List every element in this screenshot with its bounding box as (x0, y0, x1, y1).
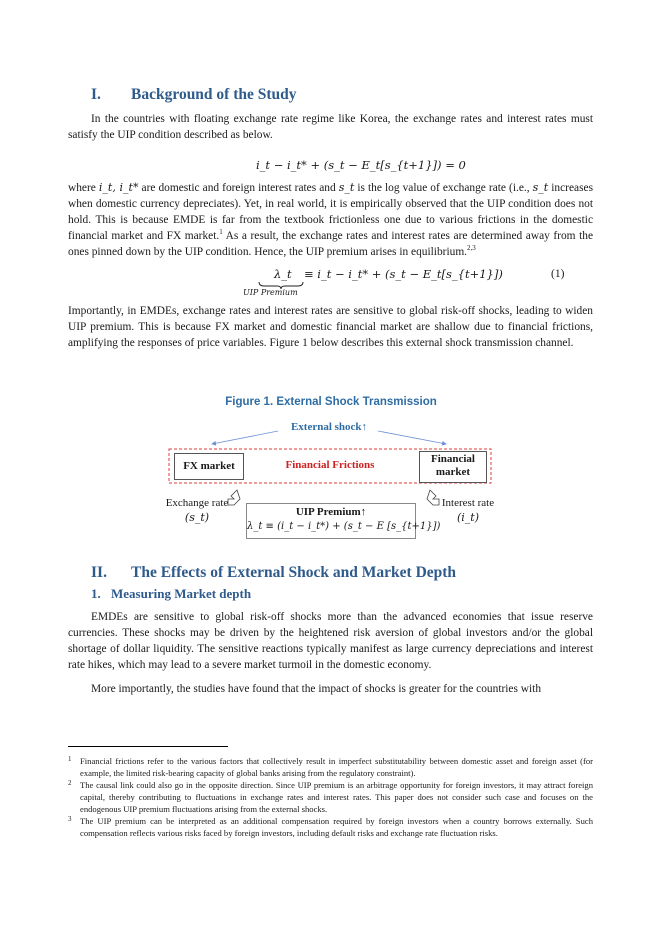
footnote-3 (68, 815, 593, 839)
exchange-rate-label: Exchange rate (165, 497, 229, 509)
footnote-ref-2-3[interactable]: 2,3 (467, 244, 476, 253)
footnote-1-mark: 1 (68, 755, 72, 763)
exchange-rate-var: (s_t) (184, 511, 210, 524)
footnote-2 (68, 779, 593, 815)
footnote-2-text: The causal link could also go in the opposite direction. Since UIP premium is an arbitrage opportunity for foreign investors, it may attract foreign capital, thereby contributing to fluctuations in exchange rates and interest rates. This paper does not consider such case and focuses on the endogenous UIP premium fluctuations arising from the external shocks. (80, 780, 593, 814)
figure-1-title: Figure 1. External Shock Transmission (225, 396, 437, 408)
subsection-1-number: 1. (91, 586, 101, 601)
uip-premium-box (246, 503, 441, 539)
footnote-rule (68, 746, 228, 747)
section-2-number: II. (91, 564, 107, 581)
paragraph-uip-explanation: where i_t, i_t* are domestic and foreign interest rates and s_t is the log value of exchange rate (i.e., s_t increases when domestic currency depreciates). Yet, in real world, it is empirically observed that the UIP condition does not hold. This is because EMDE is far from the textbook frictionless one due to various frictions in the domestic financial market and FX market.$^1$ As a result, the exchange rates and interest rates are determined away from the ones pinned down by the UIP condition. Hence, the UIP premium arises in equilibrium.$^{2,3}$ (68, 181, 594, 258)
uip-premium-formula: λ_t ≡ (i_t − i_t*) + (s_t − E [s_{t+1}]) (247, 521, 441, 532)
equation-1-number: (1) (551, 268, 565, 280)
arrow-to-financial-market (378, 431, 446, 444)
subsection-1-title: Measuring Market depth (111, 586, 252, 601)
var-interest-rates: i_t, i_t* (98, 181, 139, 194)
figure-1-diagram (140, 414, 520, 544)
arrow-to-fx-market (212, 431, 278, 444)
section-1-heading (91, 86, 297, 104)
equation-1-lambda: λ_t (274, 267, 292, 281)
footnotes (68, 755, 593, 839)
equation-1-underlabel: UIP Premium (243, 288, 298, 297)
footnote-1 (68, 755, 593, 779)
section-1-title: Background of the Study (131, 86, 297, 103)
external-shock-label: External shock↑ (290, 421, 368, 433)
footnote-3-mark: 3 (68, 815, 72, 823)
financial-frictions-label: Financial Frictions (285, 459, 375, 471)
interest-rate-label: Interest rate (441, 497, 495, 509)
footnote-ref-1[interactable]: 1 (219, 228, 223, 237)
interest-rate-var: (i_t) (456, 511, 480, 524)
paragraph-more-importantly: More importantly, the studies have found that the impact of shocks is greater for the countries with (91, 683, 542, 695)
fx-market-box (174, 453, 244, 480)
equation-uip: i_t − i_t* + (s_t − E_t[s_{t+1}]) = 0 (256, 158, 466, 172)
var-exchange-rate: s_t (338, 181, 355, 194)
equation-1-rhs: ≡ i_t − i_t* + (s_t − E_t[s_{t+1}]) (304, 267, 503, 281)
footnote-1-text: Financial frictions refer to the various factors that collectively result in imperfect substitutability between domestic asset and foreign asset (for example, the limited risk-bearing capacity of global banks arising from the regulatory constraint). (80, 756, 593, 778)
fx-market-label: FX market (183, 460, 235, 472)
section-2-heading (91, 564, 456, 582)
footnote-2-mark: 2 (68, 779, 72, 787)
paragraph-emde-sensitivity: EMDEs are sensitive to global risk-off shocks more than the advanced economies that issue reserve currencies. These shocks may be driven by the heightened risk aversion of global investors and/or the global shortage of dollar liquidity. The sensitive reactions typically manifest as large currency depreciations and interest rate hikes, which may lead to a severe market turmoil in the domestic economy. (68, 611, 593, 671)
paragraph-risk-off: Importantly, in EMDEs, exchange rates and interest rates are sensitive to global risk-off shocks, leading to widen UIP premium. This is because FX market and domestic financial market are shallow due to financial frictions, amplifying the responses of price variables. Figure 1 below describes this external shock transmission channel. (68, 305, 593, 349)
section-1-number: I. (91, 86, 101, 103)
uip-premium-title: UIP Premium↑ (295, 506, 367, 518)
var-exchange-rate-2: s_t (532, 181, 549, 194)
subsection-1-heading (91, 586, 251, 602)
section-2-title: The Effects of External Shock and Market Depth (131, 564, 457, 581)
footnote-3-text: The UIP premium can be interpreted as an additional compensation required by foreign investors when a country borrows externally. Such compensation reflects various risks faced by foreign investors, including default risks and exchange rate fluctuation risks. (80, 816, 593, 838)
financial-market-label: Financial market (430, 453, 475, 478)
paragraph-uip-intro: In the countries with floating exchange rate regime like Korea, the exchange rates and interest rates must satisfy the UIP condition described as below. (68, 113, 593, 141)
financial-market-box (419, 451, 487, 483)
